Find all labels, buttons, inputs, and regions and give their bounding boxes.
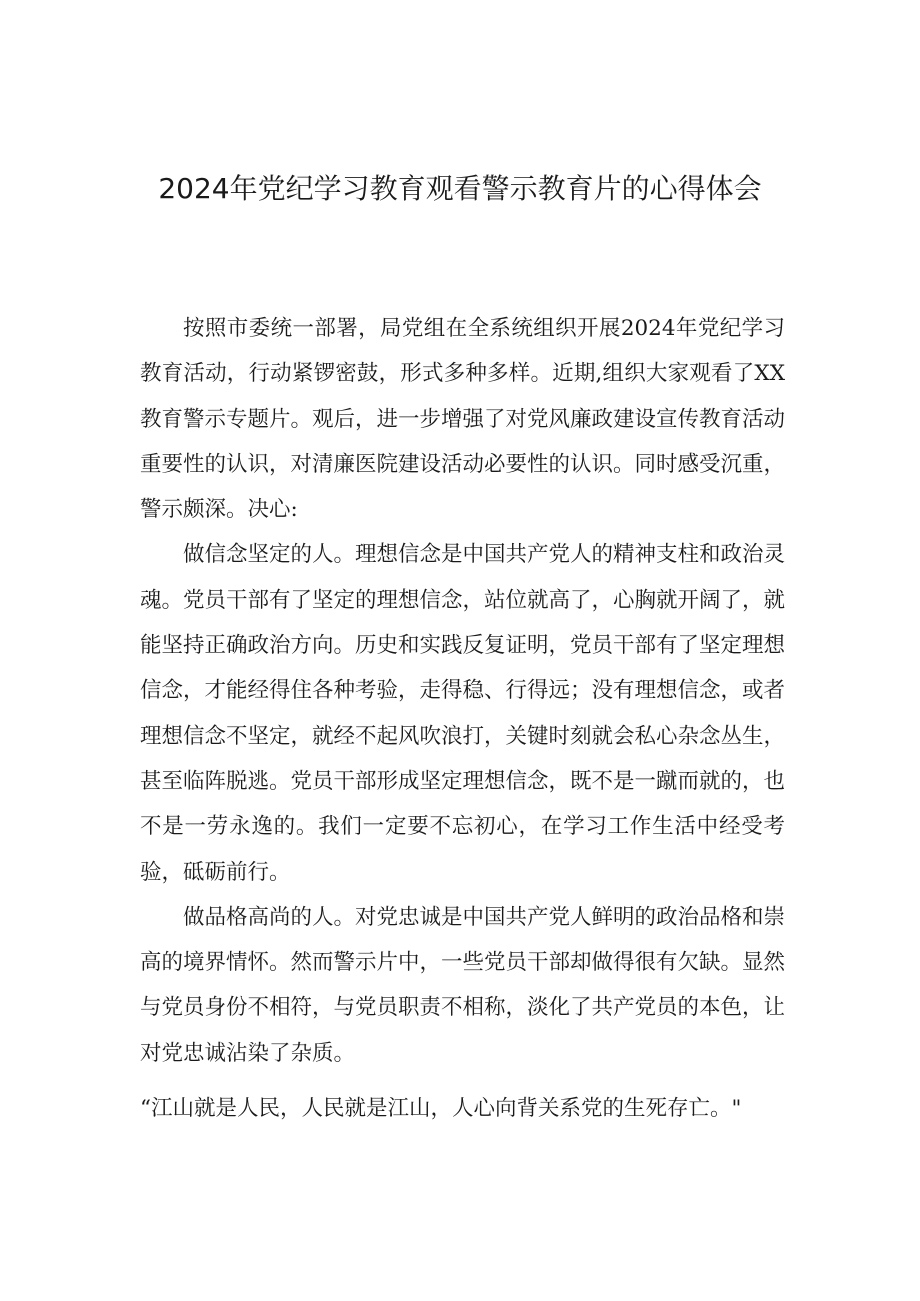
document-title: 2024年党纪学习教育观看警示教育片的心得体会 bbox=[158, 172, 762, 205]
quote-line: “江山就是人民，人民就是江山，人心向背关系党的生死存亡。" bbox=[140, 1096, 742, 1122]
paragraph: 做品格高尚的人。对党忠诚是中国共产党人鲜明的政治品格和崇高的境界情怀。然而警示片中，一些党员干部却做得很有欠缺。显然与党员身份不相符，与党员职责不相称，淡化了共产党员的本色，让对党忠诚沾染了杂质。 bbox=[140, 904, 786, 1066]
document-body bbox=[140, 306, 785, 1131]
paragraph: 做信念坚定的人。理想信念是中国共产党人的精神支柱和政治灵魂。党员干部有了坚定的理想信念，站位就高了，心胸就开阔了，就能坚持正确政治方向。历史和实践反复证明，党员干部有了坚定理想信念，才能经得住各种考验，走得稳、行得远；没有理想信念，或者理想信念不坚定，就经不起风吹浪打，关键时刻就会私心杂念丛生，甚至临阵脱逃。党员干部形成坚定理想信念，既不是一蹴而就的，也不是一劳永逸的。我们一定要不忘初心，在学习工作生活中经受考验，砥砺前行。 bbox=[140, 542, 786, 885]
paragraph: 按照市委统一部署，局党组在全系统组织开展2024年党纪学习教育活动，行动紧锣密鼓，形式多种多样。近期,组织大家观看了XX教育警示专题片。观后，进一步增强了对党风廉政建设宣传教育活动重要性的认识，对清廉医院建设活动必要性的认识。同时感受沉重，警示颇深。决心: bbox=[140, 316, 786, 523]
